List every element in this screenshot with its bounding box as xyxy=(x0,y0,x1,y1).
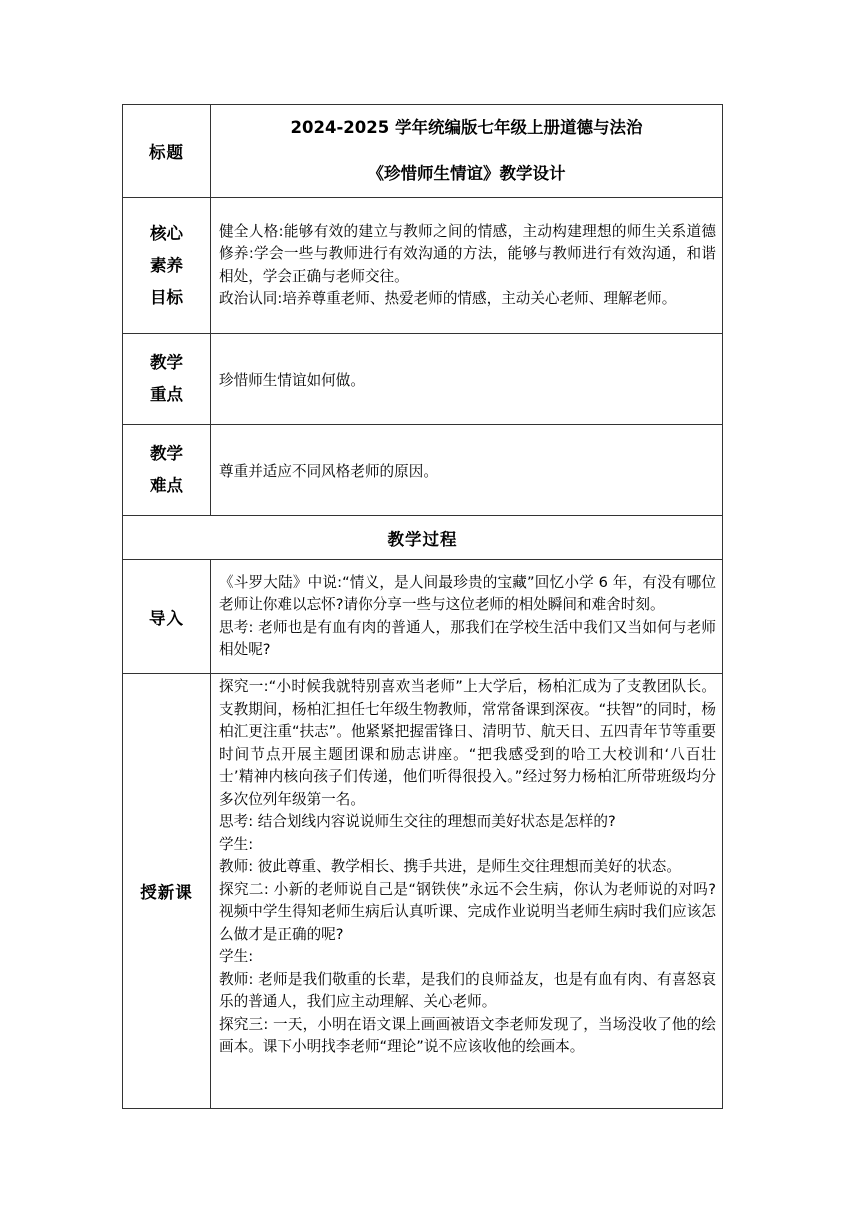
core-goals-label-line: 素养 xyxy=(150,255,183,275)
key-points-row xyxy=(123,334,723,425)
core-goals-label xyxy=(123,198,211,334)
title-line-1: 2024-2025 学年统编版七年级上册道德与法治 xyxy=(290,118,643,137)
intro-paragraph: 思考: 老师也是有血有肉的普通人，那我们在学校生活中我们又当如何与老师相处呢? xyxy=(219,618,716,658)
intro-content xyxy=(211,560,723,674)
difficult-points-label xyxy=(123,425,211,516)
new-lesson-row xyxy=(123,674,723,1109)
process-heading-row xyxy=(123,516,723,560)
key-points-content: 珍惜师生情谊如何做。 xyxy=(211,334,723,425)
intro-row xyxy=(123,560,723,674)
new-lesson-text xyxy=(219,676,716,1106)
title-cell xyxy=(211,105,723,198)
process-heading: 教学过程 xyxy=(123,516,723,560)
difficult-points-label-line: 难点 xyxy=(150,476,183,495)
new-lesson-paragraph: 探究二: 小新的老师说自己是“钢铁侠”永远不会生病，你认为老师说的对吗?视频中学生得知老师生病后认真听课、完成作业说明当老师生病时我们应该怎么做才是正确的呢? xyxy=(219,880,716,943)
intro-paragraph: 《斗罗大陆》中说:“情义，是人间最珍贵的宝藏”回忆小学 6 年，有没有哪位老师让你难以忘怀?请你分享一些与这位老师的相处瞬间和难舍时刻。 xyxy=(219,573,716,613)
key-points-label xyxy=(123,334,211,425)
core-goal-paragraph: 健全人格:能够有效的建立与教师之间的情感，主动构建理想的师生关系道德修养:学会一些与教师进行有效沟通的方法，能够与教师进行有效沟通，和谐相处，学会正确与老师交往。 xyxy=(219,222,716,285)
new-lesson-paragraph: 探究一:“小时候我就特别喜欢当老师”上大学后，杨柏汇成为了支教团队长。支教期间，杨柏汇担任七年级生物教师，常常备课到深夜。“扶智”的同时，杨柏汇更注重“扶志”。他紧紧把握雷锋日、清明节、航天日、五四青年节等重要时间节点开展主题团课和励志讲座。“把我感受到的哈工大校训和‘八百壮士’精神内核向孩子们传递，他们听得很投入。”经过努力杨柏汇所带班级均分多次位列年级第一名。 xyxy=(219,678,716,808)
difficult-points-content: 尊重并适应不同风格老师的原因。 xyxy=(211,425,723,516)
key-points-label-line: 教学 xyxy=(150,353,183,372)
title-label: 标题 xyxy=(123,105,211,198)
title-line-2: 《珍惜师生情谊》教学设计 xyxy=(367,164,566,183)
new-lesson-paragraph: 思考: 结合划线内容说说师生交往的理想而美好状态是怎样的? xyxy=(219,813,616,830)
new-lesson-paragraph: 教师: 彼此尊重、教学相长、携手共进，是师生交往理想而美好的状态。 xyxy=(219,858,681,875)
difficult-points-row xyxy=(123,425,723,516)
new-lesson-content xyxy=(211,674,723,1109)
new-lesson-paragraph: 探究三: 一天，小明在语文课上画画被语文李老师发现了，当场没收了他的绘画本。课下小明找李老师“理论”说不应该收他的绘画本。 xyxy=(219,1015,716,1055)
core-goal-paragraph: 政治认同:培养尊重老师、热爱老师的情感，主动关心老师、理解老师。 xyxy=(219,290,677,307)
core-goals-label-line: 核心 xyxy=(150,223,183,243)
key-points-label-line: 重点 xyxy=(150,385,183,404)
core-goals-label-line: 目标 xyxy=(150,287,183,307)
new-lesson-label: 授新课 xyxy=(123,674,211,1109)
core-goals-row xyxy=(123,198,723,334)
new-lesson-paragraph: 教师: 老师是我们敬重的长辈，是我们的良师益友，也是有血有肉、有喜怒哀乐的普通人，我们应主动理解、关心老师。 xyxy=(219,970,716,1010)
intro-label: 导入 xyxy=(123,560,211,674)
title-row xyxy=(123,105,723,198)
new-lesson-paragraph: 学生: xyxy=(219,948,254,965)
new-lesson-paragraph: 学生: xyxy=(219,835,254,853)
difficult-points-label-line: 教学 xyxy=(150,444,183,463)
lesson-plan-table xyxy=(122,104,723,1109)
core-goals-content xyxy=(211,198,723,334)
